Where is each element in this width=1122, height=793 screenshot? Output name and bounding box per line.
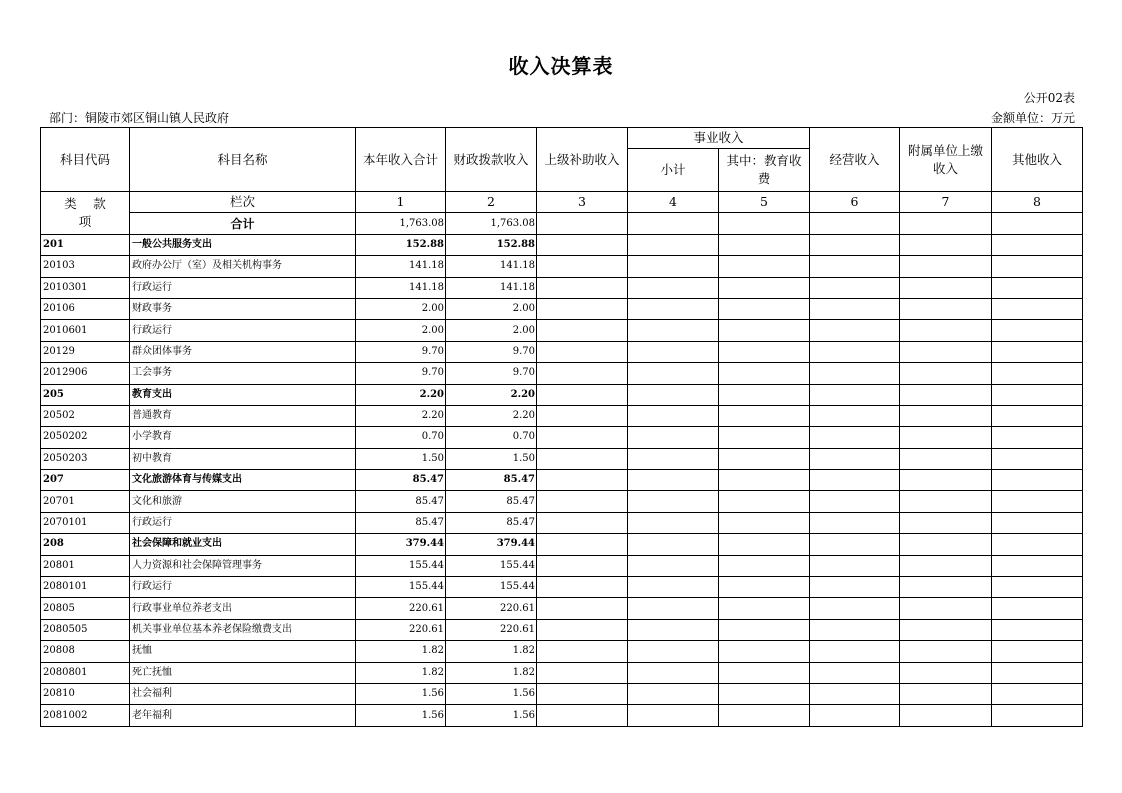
empty-cell [537, 555, 628, 576]
row-col1: 155.44 [356, 577, 446, 598]
row-col2: 155.44 [446, 577, 537, 598]
row-code: 20129 [41, 341, 130, 362]
empty-cell [628, 427, 719, 448]
row-col2: 1.82 [446, 641, 537, 662]
row-name: 死亡抚恤 [130, 662, 356, 683]
col-number: 4 [628, 192, 719, 213]
empty-cell [537, 577, 628, 598]
empty-cell [719, 427, 810, 448]
department-label: 部门：铜陵市郊区铜山镇人民政府 [49, 111, 230, 125]
header-code: 科目代码 [41, 128, 130, 192]
row-code: 2010301 [41, 277, 130, 298]
empty-cell [537, 683, 628, 704]
empty-cell [537, 619, 628, 640]
row-name: 机关事业单位基本养老保险缴费支出 [130, 619, 356, 640]
empty-cell [628, 405, 719, 426]
empty-cell [992, 213, 1083, 234]
empty-cell [810, 320, 900, 341]
row-name: 财政事务 [130, 298, 356, 319]
empty-cell [719, 448, 810, 469]
row-col2: 1.50 [446, 448, 537, 469]
table-row [41, 683, 1083, 704]
empty-cell [810, 256, 900, 277]
row-code: 2070101 [41, 512, 130, 533]
row-col2: 9.70 [446, 341, 537, 362]
row-name: 初中教育 [130, 448, 356, 469]
row-col1: 0.70 [356, 427, 446, 448]
row-name: 政府办公厅（室）及相关机构事务 [130, 256, 356, 277]
empty-cell [628, 213, 719, 234]
table-row [41, 427, 1083, 448]
empty-cell [628, 256, 719, 277]
empty-cell [719, 234, 810, 255]
header-col5: 其中：教育收费 [719, 149, 810, 192]
row-code: 2080505 [41, 619, 130, 640]
row-col1: 1.82 [356, 662, 446, 683]
row-name: 文化和旅游 [130, 491, 356, 512]
total-row [41, 213, 1083, 234]
empty-cell [900, 320, 992, 341]
row-col2: 141.18 [446, 256, 537, 277]
empty-cell [992, 427, 1083, 448]
total-col1: 1,763.08 [356, 213, 446, 234]
empty-cell [719, 577, 810, 598]
row-col2: 85.47 [446, 491, 537, 512]
row-col2: 2.00 [446, 298, 537, 319]
header-business: 事业收入 [628, 128, 810, 149]
empty-cell [537, 320, 628, 341]
empty-cell [628, 534, 719, 555]
empty-cell [628, 512, 719, 533]
empty-cell [900, 298, 992, 319]
unit-label: 金额单位：万元 [990, 111, 1075, 125]
table-row [41, 534, 1083, 555]
empty-cell [900, 470, 992, 491]
row-col1: 141.18 [356, 277, 446, 298]
table-row [41, 641, 1083, 662]
row-code: 2012906 [41, 363, 130, 384]
row-code: 20810 [41, 683, 130, 704]
row-code: 2080101 [41, 577, 130, 598]
row-code: 20805 [41, 598, 130, 619]
row-col1: 152.88 [356, 234, 446, 255]
row-name: 抚恤 [130, 641, 356, 662]
empty-cell [900, 256, 992, 277]
row-col2: 220.61 [446, 598, 537, 619]
empty-cell [810, 598, 900, 619]
row-col1: 220.61 [356, 598, 446, 619]
empty-cell [900, 427, 992, 448]
empty-cell [992, 662, 1083, 683]
row-name: 老年福利 [130, 705, 356, 726]
row-name: 工会事务 [130, 363, 356, 384]
empty-cell [537, 256, 628, 277]
empty-cell [810, 491, 900, 512]
empty-cell [992, 534, 1083, 555]
empty-cell [719, 705, 810, 726]
empty-cell [900, 598, 992, 619]
empty-cell [810, 683, 900, 704]
empty-cell [810, 341, 900, 362]
table-row [41, 705, 1083, 726]
row-col1: 2.20 [356, 384, 446, 405]
row-col2: 379.44 [446, 534, 537, 555]
empty-cell [900, 213, 992, 234]
row-col1: 1.56 [356, 683, 446, 704]
total-label: 合计 [130, 213, 356, 234]
table-row [41, 405, 1083, 426]
row-code: 20808 [41, 641, 130, 662]
row-col1: 9.70 [356, 341, 446, 362]
row-name: 群众团体事务 [130, 341, 356, 362]
row-col1: 141.18 [356, 256, 446, 277]
empty-cell [719, 405, 810, 426]
empty-cell [900, 363, 992, 384]
empty-cell [992, 448, 1083, 469]
empty-cell [537, 277, 628, 298]
empty-cell [719, 662, 810, 683]
empty-cell [992, 363, 1083, 384]
empty-cell [628, 341, 719, 362]
table-row [41, 448, 1083, 469]
row-col2: 9.70 [446, 363, 537, 384]
empty-cell [992, 341, 1083, 362]
row-name: 教育支出 [130, 384, 356, 405]
row-name: 行政运行 [130, 320, 356, 341]
empty-cell [992, 619, 1083, 640]
empty-cell [537, 384, 628, 405]
col-number: 5 [719, 192, 810, 213]
empty-cell [900, 491, 992, 512]
row-code: 2010601 [41, 320, 130, 341]
empty-cell [992, 705, 1083, 726]
empty-cell [719, 320, 810, 341]
empty-cell [628, 598, 719, 619]
empty-cell [537, 598, 628, 619]
empty-cell [810, 577, 900, 598]
row-col1: 85.47 [356, 491, 446, 512]
row-name: 普通教育 [130, 405, 356, 426]
header-col2: 财政拨款收入 [446, 128, 537, 192]
empty-cell [992, 491, 1083, 512]
empty-cell [900, 555, 992, 576]
row-col2: 1.82 [446, 662, 537, 683]
row-col2: 0.70 [446, 427, 537, 448]
header-lanci: 栏次 [130, 192, 356, 213]
row-name: 行政运行 [130, 277, 356, 298]
header-col1: 本年收入合计 [356, 128, 446, 192]
total-col2: 1,763.08 [446, 213, 537, 234]
row-name: 社会保障和就业支出 [130, 534, 356, 555]
row-code: 20103 [41, 256, 130, 277]
empty-cell [719, 534, 810, 555]
col-number: 8 [992, 192, 1083, 213]
row-col2: 2.20 [446, 384, 537, 405]
empty-cell [992, 470, 1083, 491]
empty-cell [537, 363, 628, 384]
empty-cell [810, 277, 900, 298]
row-name: 社会福利 [130, 683, 356, 704]
empty-cell [810, 427, 900, 448]
row-name: 行政运行 [130, 512, 356, 533]
row-col1: 9.70 [356, 363, 446, 384]
row-name: 一般公共服务支出 [130, 234, 356, 255]
empty-cell [900, 619, 992, 640]
empty-cell [628, 662, 719, 683]
empty-cell [719, 384, 810, 405]
row-col1: 85.47 [356, 512, 446, 533]
row-name: 小学教育 [130, 427, 356, 448]
empty-cell [628, 619, 719, 640]
col-number: 3 [537, 192, 628, 213]
empty-cell [537, 512, 628, 533]
empty-cell [810, 619, 900, 640]
empty-cell [628, 491, 719, 512]
table-row [41, 341, 1083, 362]
empty-cell [810, 213, 900, 234]
empty-cell [719, 470, 810, 491]
empty-cell [628, 320, 719, 341]
empty-cell [810, 555, 900, 576]
table-row [41, 512, 1083, 533]
empty-cell [628, 577, 719, 598]
header-col8: 其他收入 [992, 128, 1083, 192]
empty-cell [992, 598, 1083, 619]
row-code: 20801 [41, 555, 130, 576]
row-col2: 220.61 [446, 619, 537, 640]
empty-cell [719, 512, 810, 533]
table-row [41, 662, 1083, 683]
empty-cell [810, 470, 900, 491]
empty-cell [900, 662, 992, 683]
empty-cell [628, 683, 719, 704]
empty-cell [992, 298, 1083, 319]
row-col1: 1.50 [356, 448, 446, 469]
empty-cell [810, 298, 900, 319]
table-row [41, 363, 1083, 384]
empty-cell [900, 384, 992, 405]
row-code: 205 [41, 384, 130, 405]
table-row [41, 277, 1083, 298]
header-col7: 附属单位上缴收入 [900, 128, 992, 192]
header-col6: 经营收入 [810, 128, 900, 192]
empty-cell [719, 555, 810, 576]
empty-cell [719, 683, 810, 704]
row-col2: 1.56 [446, 683, 537, 704]
empty-cell [719, 256, 810, 277]
empty-cell [537, 427, 628, 448]
empty-cell [537, 662, 628, 683]
row-code: 207 [41, 470, 130, 491]
header-lei-kuan-xiang [41, 192, 130, 235]
col-number: 6 [810, 192, 900, 213]
empty-cell [992, 234, 1083, 255]
empty-cell [992, 277, 1083, 298]
header-col3: 上级补助收入 [537, 128, 628, 192]
empty-cell [992, 555, 1083, 576]
empty-cell [900, 341, 992, 362]
row-col2: 1.56 [446, 705, 537, 726]
row-col2: 85.47 [446, 512, 537, 533]
empty-cell [992, 683, 1083, 704]
row-code: 2080801 [41, 662, 130, 683]
row-name: 人力资源和社会保障管理事务 [130, 555, 356, 576]
empty-cell [628, 448, 719, 469]
empty-cell [537, 491, 628, 512]
empty-cell [537, 534, 628, 555]
header-lei: 类 [64, 195, 77, 211]
empty-cell [900, 277, 992, 298]
table-row [41, 598, 1083, 619]
table-row [41, 491, 1083, 512]
table-row [41, 470, 1083, 491]
empty-cell [537, 298, 628, 319]
table-row [41, 298, 1083, 319]
row-code: 208 [41, 534, 130, 555]
empty-cell [719, 341, 810, 362]
empty-cell [537, 213, 628, 234]
table-row [41, 619, 1083, 640]
row-col2: 2.00 [446, 320, 537, 341]
empty-cell [992, 405, 1083, 426]
empty-cell [900, 512, 992, 533]
empty-cell [992, 320, 1083, 341]
empty-cell [810, 512, 900, 533]
table-row [41, 256, 1083, 277]
empty-cell [628, 298, 719, 319]
row-col2: 141.18 [446, 277, 537, 298]
row-col1: 379.44 [356, 534, 446, 555]
form-number: 公开02表 [1023, 91, 1075, 105]
empty-cell [719, 277, 810, 298]
row-code: 20701 [41, 491, 130, 512]
empty-cell [992, 512, 1083, 533]
table-row [41, 555, 1083, 576]
empty-cell [537, 641, 628, 662]
row-name: 行政事业单位养老支出 [130, 598, 356, 619]
empty-cell [719, 491, 810, 512]
empty-cell [810, 448, 900, 469]
col-number: 2 [446, 192, 537, 213]
row-col1: 220.61 [356, 619, 446, 640]
empty-cell [900, 234, 992, 255]
row-col2: 85.47 [446, 470, 537, 491]
row-code: 20502 [41, 405, 130, 426]
empty-cell [719, 213, 810, 234]
empty-cell [628, 555, 719, 576]
row-code: 20106 [41, 298, 130, 319]
empty-cell [628, 705, 719, 726]
empty-cell [992, 384, 1083, 405]
row-col1: 155.44 [356, 555, 446, 576]
row-code: 2050202 [41, 427, 130, 448]
empty-cell [900, 577, 992, 598]
empty-cell [810, 234, 900, 255]
empty-cell [537, 341, 628, 362]
empty-cell [900, 534, 992, 555]
row-col1: 85.47 [356, 470, 446, 491]
row-col1: 1.56 [356, 705, 446, 726]
empty-cell [628, 277, 719, 298]
row-code: 201 [41, 234, 130, 255]
row-name: 文化旅游体育与传媒支出 [130, 470, 356, 491]
table-row [41, 234, 1083, 255]
empty-cell [537, 234, 628, 255]
row-code: 2081002 [41, 705, 130, 726]
empty-cell [719, 298, 810, 319]
empty-cell [537, 705, 628, 726]
empty-cell [719, 619, 810, 640]
empty-cell [900, 448, 992, 469]
empty-cell [537, 405, 628, 426]
empty-cell [900, 705, 992, 726]
header-kuan: 款 [93, 195, 106, 211]
empty-cell [992, 577, 1083, 598]
empty-cell [810, 641, 900, 662]
empty-cell [628, 470, 719, 491]
empty-cell [900, 641, 992, 662]
header-xiang: 项 [78, 213, 92, 229]
row-col1: 1.82 [356, 641, 446, 662]
empty-cell [992, 641, 1083, 662]
empty-cell [810, 534, 900, 555]
row-col2: 2.20 [446, 405, 537, 426]
empty-cell [810, 662, 900, 683]
row-col1: 2.20 [356, 405, 446, 426]
empty-cell [628, 363, 719, 384]
row-code: 2050203 [41, 448, 130, 469]
page-title: 收入决算表 [508, 54, 614, 78]
row-col1: 2.00 [356, 320, 446, 341]
col-number: 7 [900, 192, 992, 213]
empty-cell [628, 641, 719, 662]
empty-cell [719, 598, 810, 619]
empty-cell [719, 641, 810, 662]
row-col2: 152.88 [446, 234, 537, 255]
row-col1: 2.00 [356, 298, 446, 319]
empty-cell [900, 683, 992, 704]
empty-cell [719, 363, 810, 384]
empty-cell [628, 234, 719, 255]
table-row [41, 577, 1083, 598]
table-row [41, 384, 1083, 405]
header-col4: 小计 [628, 149, 719, 192]
table-row [41, 320, 1083, 341]
row-name: 行政运行 [130, 577, 356, 598]
empty-cell [537, 470, 628, 491]
header-name: 科目名称 [130, 128, 356, 192]
empty-cell [992, 256, 1083, 277]
row-col2: 155.44 [446, 555, 537, 576]
empty-cell [810, 405, 900, 426]
empty-cell [628, 384, 719, 405]
income-table [40, 127, 1083, 727]
empty-cell [810, 363, 900, 384]
empty-cell [810, 705, 900, 726]
empty-cell [537, 448, 628, 469]
col-number: 1 [356, 192, 446, 213]
empty-cell [810, 384, 900, 405]
empty-cell [900, 405, 992, 426]
